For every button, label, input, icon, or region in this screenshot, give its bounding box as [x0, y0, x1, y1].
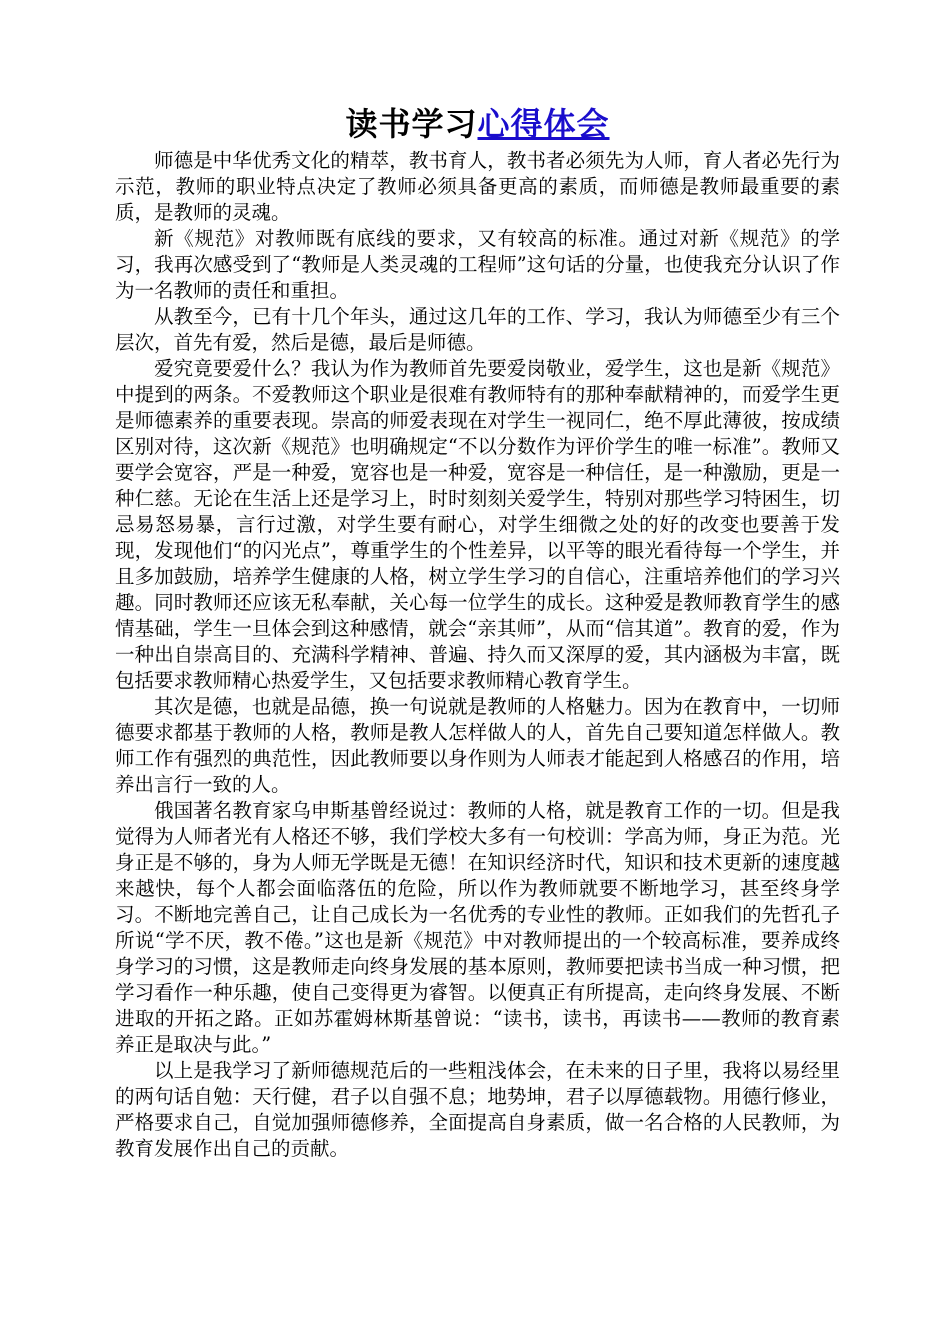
paragraph-4: 爱究竟要爱什么？我认为作为教师首先要爱岗敬业，爱学生，这也是新《规范》中提到的两条。不爱教师这个职业是很难有教师特有的那种奉献精神的，而爱学生更是师德素养的重要表现。崇高的师爱表现在对学生一视同仁，绝不厚此薄彼，按成绩区别对待，这次新《规范》也明确规定“不以分数作为评价学生的唯一标准”。教师又要学会宽容，严是一种爱，宽容也是一种爱，宽容是一种信任，是一种激励，更是一种仁慈。无论在生活上还是学习上，时时刻刻关爱学生，特别对那些学习特困生，切忌易怒易暴，言行过激，对学生要有耐心，对学生细微之处的好的改变也要善于发现，发现他们“的闪光点”，尊重学生的个性差异，以平等的眼光看待每一个学生，并且多加鼓励，培养学生健康的人格，树立学生学习的自信心，注重培养他们的学习兴趣。同时教师还应该无私奉献，关心每一位学生的成长。这种爱是教师教育学生的感情基础，学生一旦体会到这种感情，就会“亲其师”，从而“信其道”。教育的爱，作为一种出自崇高目的、充满科学精神、普遍、持久而又深厚的爱，其内涵极为丰富，既包括要求教师精心热爱学生，又包括要求教师精心教育学生。: [115, 357, 840, 692]
title-text: 读书学习: [345, 105, 478, 143]
title-link[interactable]: 心得体会: [477, 105, 610, 143]
document-title: [115, 100, 840, 148]
paragraph-3: 从教至今，已有十几个年头，通过这几年的工作、学习，我认为师德至少有三个层次，首先有爱，然后是德，最后是师德。: [115, 305, 840, 354]
paragraph-6: 俄国著名教育家乌申斯基曾经说过：教师的人格，就是教育工作的一切。但是我觉得为人师者光有人格还不够，我们学校大多有一句校训：学高为师，身正为范。光身正是不够的，身为人师无学既是无德！在知识经济时代，知识和技术更新的速度越来越快，每个人都会面临落伍的危险，所以作为教师就要不断地学习，甚至终身学习。不断地完善自己，让自己成长为一名优秀的专业性的教师。正如我们的先哲孔子所说“学不厌，教不倦。”这也是新《规范》中对教师提出的一个较高标准，要养成终身学习的习惯，这是教师走向终身发展的基本原则，教师要把读书当成一种习惯，把学习看作一种乐趣，使自己变得更为睿智。以便真正有所提高，走向终身发展、不断进取的开拓之路。正如苏霍姆林斯基曾说：“读书，读书，再读书——教师的教育素养正是取决与此。”: [115, 799, 840, 1056]
paragraph-1: 师德是中华优秀文化的精萃，教书育人，教书者必须先为人师，育人者必先行为示范，教师的职业特点决定了教师必须具备更高的素质，而师德是教师最重要的素质，是教师的灵魂。: [115, 149, 840, 224]
paragraph-5: 其次是德，也就是品德，换一句说就是教师的人格魅力。因为在教育中，一切师德要求都基于教师的人格，教师是教人怎样做人的人，首先自己要知道怎样做人。教师工作有强烈的典范性，因此教师要以身作则为人师表才能起到人格感召的作用，培养出言行一致的人。: [115, 695, 840, 796]
paragraph-2: 新《规范》对教师既有底线的要求，又有较高的标准。通过对新《规范》的学习，我再次感受到了“教师是人类灵魂的工程师”这句话的分量，也使我充分认识了作为一名教师的责任和重担。: [115, 227, 840, 302]
paragraph-7: 以上是我学习了新师德规范后的一些粗浅体会，在未来的日子里，我将以易经里的两句话自勉：天行健，君子以自强不息；地势坤，君子以厚德载物。用德行修业，严格要求自己，自觉加强师德修养，全面提高自身素质，做一名合格的人民教师，为教育发展作出自己的贡献。: [115, 1059, 840, 1160]
document-page: [115, 100, 840, 1162]
